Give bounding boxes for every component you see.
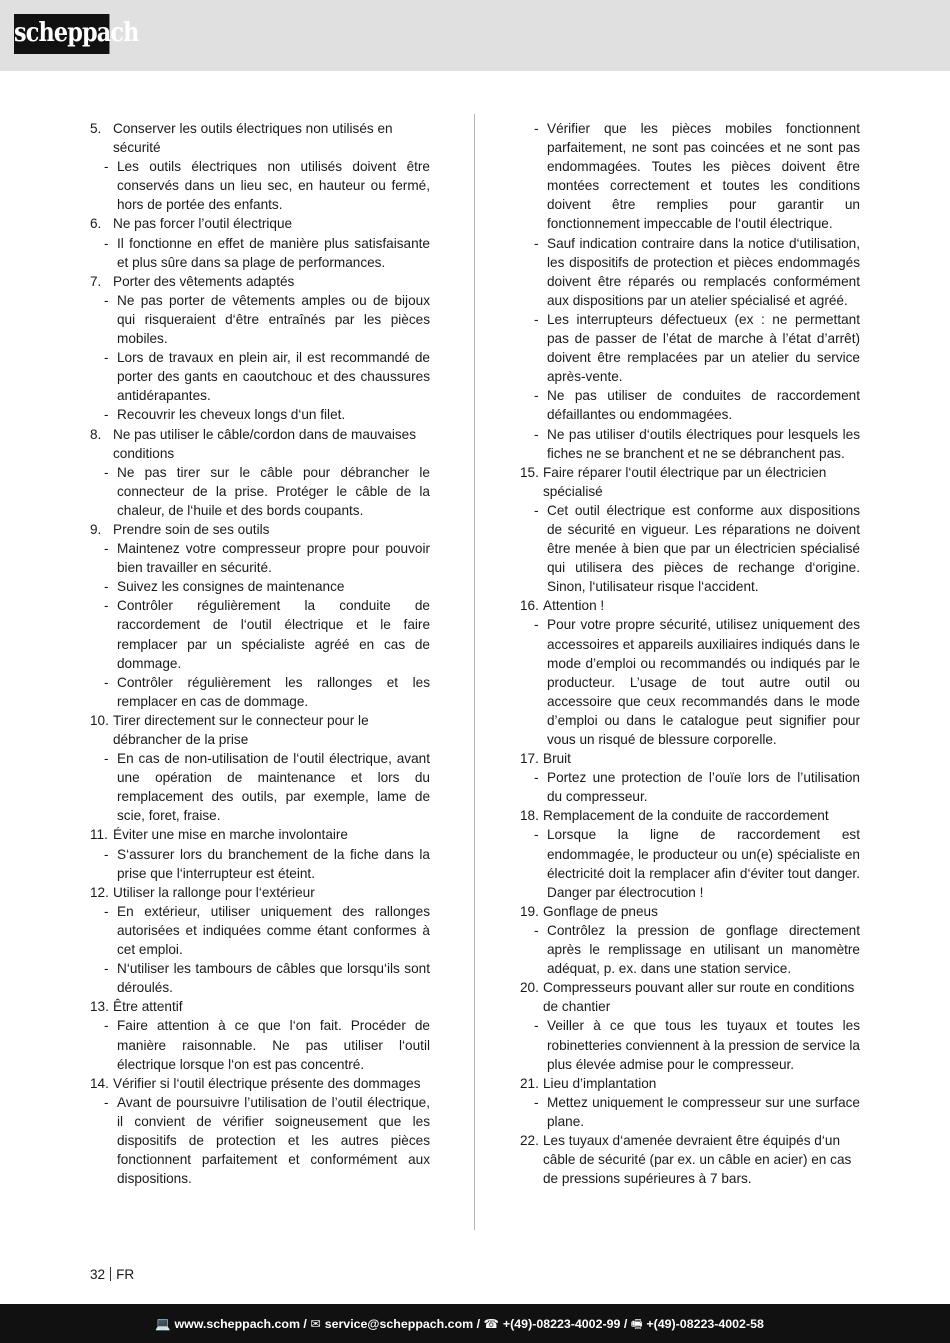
section-heading xyxy=(90,425,430,463)
bullet-item xyxy=(520,119,860,234)
section-number: 7. xyxy=(90,273,102,289)
bullet-text: Ne pas utiliser d‘outils électriques pour lesquels les fiches ne se branchent et ne se débranchent pas. xyxy=(547,426,860,461)
footer-fax: +(49)-08223-4002-58 xyxy=(646,1317,764,1331)
bullet-text: Contrôler régulièrement les rallonges et les remplacer en cas de dommage. xyxy=(117,674,430,709)
section-number: 15. xyxy=(520,464,539,480)
section-title: Être attentif xyxy=(113,999,183,1015)
section-number: 14. xyxy=(90,1075,109,1091)
dash-bullet: - xyxy=(534,1018,539,1034)
dash-bullet: - xyxy=(104,674,109,690)
bullet-item xyxy=(90,291,430,348)
section-number: 13. xyxy=(90,999,109,1015)
section-number: 19. xyxy=(520,903,539,919)
bullet-text: Suivez les consignes de maintenance xyxy=(117,579,345,595)
bullet-item xyxy=(90,348,430,405)
section-title: Bruit xyxy=(543,751,571,767)
bullet-item xyxy=(520,310,860,386)
bullet-text: Contrôler régulièrement la conduite de raccordement de l‘outil électrique et le faire remplacer par un spécialiste agréé en cas de dommage. xyxy=(117,598,430,671)
left-column xyxy=(90,119,430,1188)
dash-bullet: - xyxy=(534,502,539,518)
fax-icon: 🖷 xyxy=(630,1317,643,1331)
section-number: 11. xyxy=(90,827,108,843)
bullet-item xyxy=(520,501,860,596)
page-language: FR xyxy=(116,1267,135,1282)
section-title: Lieu d’implantation xyxy=(543,1075,657,1091)
bullet-item xyxy=(520,1093,860,1131)
bullet-text: Les outils électriques non utilisés doivent être conservés dans un lieu sec, en hauteur ou fermé, hors de portée des enfants. xyxy=(117,159,430,213)
footer-separator: / xyxy=(473,1317,484,1331)
bullet-item xyxy=(90,1093,430,1188)
right-column xyxy=(520,119,860,1188)
section-number: 20. xyxy=(520,980,539,996)
dash-bullet: - xyxy=(534,235,539,251)
dash-bullet: - xyxy=(534,1094,539,1110)
bullet-text: Avant de poursuivre l’utilisation de l’outil électrique, il convient de vérifier soigneusement que les dispositifs de protection et les autres pièces fonctionnent parfaitement et conformément aux dispositions. xyxy=(117,1094,430,1187)
bullet-text: Faire attention à ce que l‘on fait. Procéder de manière raisonnable. Ne pas utiliser l‘outil électrique lorsque l‘on est pas concentré. xyxy=(117,1018,430,1072)
footer-contact xyxy=(155,1315,764,1333)
dash-bullet: - xyxy=(534,121,539,136)
dash-bullet: - xyxy=(534,827,539,843)
bullet-item xyxy=(90,577,430,596)
dash-bullet: - xyxy=(104,751,109,767)
bullet-text: Sauf indication contraire dans la notice d‘utilisation, les dispositifs de protection et pièces endommagés doivent être réparés ou remplacés conformément aux dispositions par un atelier spécialisé et agréé. xyxy=(547,235,860,308)
bullet-item xyxy=(90,959,430,997)
dash-bullet: - xyxy=(104,350,109,366)
dash-bullet: - xyxy=(104,292,109,308)
section-heading xyxy=(90,997,430,1016)
section-title: Tirer directement sur le connecteur pour le débrancher de la prise xyxy=(113,712,369,747)
bullet-item xyxy=(90,234,430,272)
bullet-text: Veiller à ce que tous les tuyaux et toutes les robinetteries conviennent à la pression de service la plus élevée admise pour le compresseur. xyxy=(547,1018,860,1072)
dash-bullet: - xyxy=(104,541,109,557)
section-title: Attention ! xyxy=(543,598,605,614)
bullet-text: Pour votre propre sécurité, utilisez uniquement des accessoires et appareils auxiliaires indiqués dans le mode d’emploi ou recommandés ou indiqués par le producteur. L’usage de tout autre outil ou accessoire que ceux recommandés dans le mode d’emploi ou dans le catalogue peut signifier pour vous un risqué de blessure corporelle. xyxy=(547,617,860,747)
footer-website[interactable]: www.scheppach.com xyxy=(174,1317,300,1331)
bullet-item xyxy=(90,157,430,214)
section-heading xyxy=(520,806,860,825)
section-heading xyxy=(90,520,430,539)
bullet-item xyxy=(90,539,430,577)
dash-bullet: - xyxy=(104,598,109,614)
dash-bullet: - xyxy=(104,961,109,977)
bullet-item xyxy=(90,845,430,883)
section-number: 16. xyxy=(520,598,539,614)
bullet-text: Ne pas tirer sur le câble pour débrancher le connecteur de la prise. Protéger le câble de la chaleur, de l‘huile et des bords coupants. xyxy=(117,464,430,518)
page-number xyxy=(90,1265,134,1284)
bullet-text: Il fonctionne en effet de manière plus satisfaisante et plus sûre dans sa plage de performances. xyxy=(117,235,430,270)
dash-bullet: - xyxy=(104,235,109,251)
header-band xyxy=(0,0,950,71)
bullet-text: Contrôlez la pression de gonflage directement après le remplissage en utilisant un manomètre adéquat, p. ex. dans une station service. xyxy=(547,922,860,977)
bullet-text: Portez une protection de l’ouïe lors de l’utilisation du compresseur. xyxy=(547,770,860,805)
bullet-text: Les interrupteurs défectueux (ex : ne permettant pas de passer de l’état de marche à l’état d’arrêt) doivent être remplacées par un atelier du service après-vente. xyxy=(547,311,860,385)
bullet-item xyxy=(520,425,860,463)
bullet-text: Cet outil électrique est conforme aux dispositions de sécurité en vigueur. Les réparations ne doivent être menée à bien que par un électricien spécialisé qui utilisera des pièces de rechange d‘origine. Sinon, l‘utilisateur risque l‘accident. xyxy=(547,502,860,595)
footer-separator: / xyxy=(620,1317,631,1331)
bullet-text: Maintenez votre compresseur propre pour pouvoir bien travailler en sécurité. xyxy=(117,541,430,576)
section-heading xyxy=(520,902,860,921)
section-title: Ne pas utiliser le câble/cordon dans de mauvaises conditions xyxy=(113,426,417,461)
dash-bullet: - xyxy=(534,617,539,633)
bullet-item xyxy=(520,768,860,806)
bullet-text: S‘assurer lors du branchement de la fiche dans la prise que l‘interrupteur est éteint. xyxy=(117,846,430,881)
bullet-item xyxy=(90,673,430,711)
bullet-text: Lors de travaux en plein air, il est recommandé de porter des gants en caoutchouc et des chaussures antidérapantes. xyxy=(117,350,430,404)
footer-bar xyxy=(0,1304,950,1343)
section-heading xyxy=(520,1074,860,1093)
section-number: 17. xyxy=(520,751,539,767)
section-title: Compresseurs pouvant aller sur route en conditions de chantier xyxy=(543,980,855,1015)
footer-separator: / xyxy=(299,1317,311,1331)
section-heading xyxy=(90,825,430,844)
section-number: 18. xyxy=(520,808,539,824)
bullet-text: En extérieur, utiliser uniquement des rallonges autorisées et indiquées comme étant conformes à cet emploi. xyxy=(117,903,430,958)
dash-bullet: - xyxy=(104,579,109,595)
bullet-text: Ne pas porter de vêtements amples ou de bijoux qui risqueraient d‘être entraînés par les pièces mobiles. xyxy=(117,292,430,347)
section-title: Gonflage de pneus xyxy=(543,903,658,919)
section-title: Conserver les outils électriques non utilisés en sécurité xyxy=(113,121,393,156)
bullet-item xyxy=(90,596,430,672)
section-number: 5. xyxy=(90,121,102,136)
section-number: 12. xyxy=(90,884,109,900)
dash-bullet: - xyxy=(104,1018,109,1034)
bullet-item xyxy=(520,234,860,310)
dash-bullet: - xyxy=(104,159,109,175)
bullet-item xyxy=(90,463,430,520)
section-title: Vérifier si l‘outil électrique présente des dommages xyxy=(113,1075,421,1091)
bullet-item xyxy=(520,386,860,424)
section-number: 21. xyxy=(520,1075,539,1091)
mail-icon: ✉ xyxy=(310,1317,321,1331)
dash-bullet: - xyxy=(104,407,109,423)
section-title: Prendre soin de ses outils xyxy=(113,521,270,537)
dash-bullet: - xyxy=(534,426,539,442)
section-title: Éviter une mise en marche involontaire xyxy=(113,827,348,843)
computer-icon: 💻 xyxy=(155,1317,171,1331)
section-heading xyxy=(90,214,430,233)
section-heading xyxy=(520,978,860,1016)
bullet-text: N‘utiliser les tambours de câbles que lorsqu‘ils sont déroulés. xyxy=(117,961,430,996)
footer-email[interactable]: service@scheppach.com xyxy=(324,1317,474,1331)
dash-bullet: - xyxy=(104,1094,109,1110)
section-heading xyxy=(90,272,430,291)
column-divider xyxy=(474,114,475,1230)
page-number-value: 32 xyxy=(90,1267,106,1282)
section-heading xyxy=(520,749,860,768)
section-number: 9. xyxy=(90,521,102,537)
section-title: Les tuyaux d‘amenée devraient être équipés d‘un câble de sécurité (par ex. un câble en acier) en cas de pressions supérieures à 7 bars. xyxy=(543,1132,852,1187)
section-title: Ne pas forcer l’outil électrique xyxy=(113,216,293,232)
dash-bullet: - xyxy=(104,903,109,919)
bullet-item xyxy=(520,615,860,749)
scheppach-logo: scheppach xyxy=(14,14,109,54)
section-number: 8. xyxy=(90,426,102,442)
bullet-item xyxy=(520,1016,860,1073)
section-heading xyxy=(90,1074,430,1093)
bullet-text: En cas de non-utilisation de l‘outil électrique, avant une opération de maintenance et lors du remplacement des outils, par exemple, lame de scie, foret, fraise. xyxy=(117,751,430,824)
dash-bullet: - xyxy=(534,770,539,786)
bullet-item xyxy=(90,902,430,959)
bullet-item xyxy=(90,1016,430,1073)
section-heading xyxy=(90,711,430,749)
section-number: 10. xyxy=(90,712,109,728)
section-heading xyxy=(90,119,430,157)
section-title: Remplacement de la conduite de raccordement xyxy=(543,808,829,824)
bullet-text: Vérifier que les pièces mobiles fonctionnent parfaitement, ne sont pas coincées et ne sont pas endommagées. Toutes les pièces doivent être montées correctement et toutes les conditions doivent être remplies pour garantir un fonctionnement impeccable de l‘outil électrique. xyxy=(547,121,860,232)
dash-bullet: - xyxy=(104,464,109,480)
dash-bullet: - xyxy=(534,922,539,938)
section-heading xyxy=(520,1131,860,1188)
dash-bullet: - xyxy=(104,846,109,862)
dash-bullet: - xyxy=(534,311,539,327)
bullet-item xyxy=(520,921,860,978)
bullet-text: Mettez uniquement le compresseur sur une surface plane. xyxy=(547,1094,860,1129)
footer-phone: +(49)-08223-4002-99 xyxy=(502,1317,621,1331)
phone-icon: ☎ xyxy=(483,1317,499,1331)
bullet-text: Lorsque la ligne de raccordement est endommagée, le producteur ou un(e) spécialiste en électricité doit la remplacer afin d‘éviter tout danger. Danger par électrocution ! xyxy=(547,827,860,900)
bullet-item xyxy=(520,825,860,901)
bullet-item xyxy=(90,405,430,424)
page-number-separator xyxy=(110,1267,111,1281)
section-heading xyxy=(520,596,860,615)
section-title: Utiliser la rallonge pour l‘extérieur xyxy=(113,884,315,900)
bullet-text: Ne pas utiliser de conduites de raccordement défaillantes ou endommagées. xyxy=(547,388,860,423)
section-heading xyxy=(90,883,430,902)
section-title: Faire réparer l‘outil électrique par un électricien spécialisé xyxy=(543,464,827,499)
dash-bullet: - xyxy=(534,388,539,404)
section-heading xyxy=(520,463,860,501)
section-title: Porter des vêtements adaptés xyxy=(113,273,295,289)
bullet-text: Recouvrir les cheveux longs d‘un filet. xyxy=(117,407,346,423)
section-number: 6. xyxy=(90,216,102,232)
section-number: 22. xyxy=(520,1132,539,1148)
bullet-item xyxy=(90,749,430,825)
